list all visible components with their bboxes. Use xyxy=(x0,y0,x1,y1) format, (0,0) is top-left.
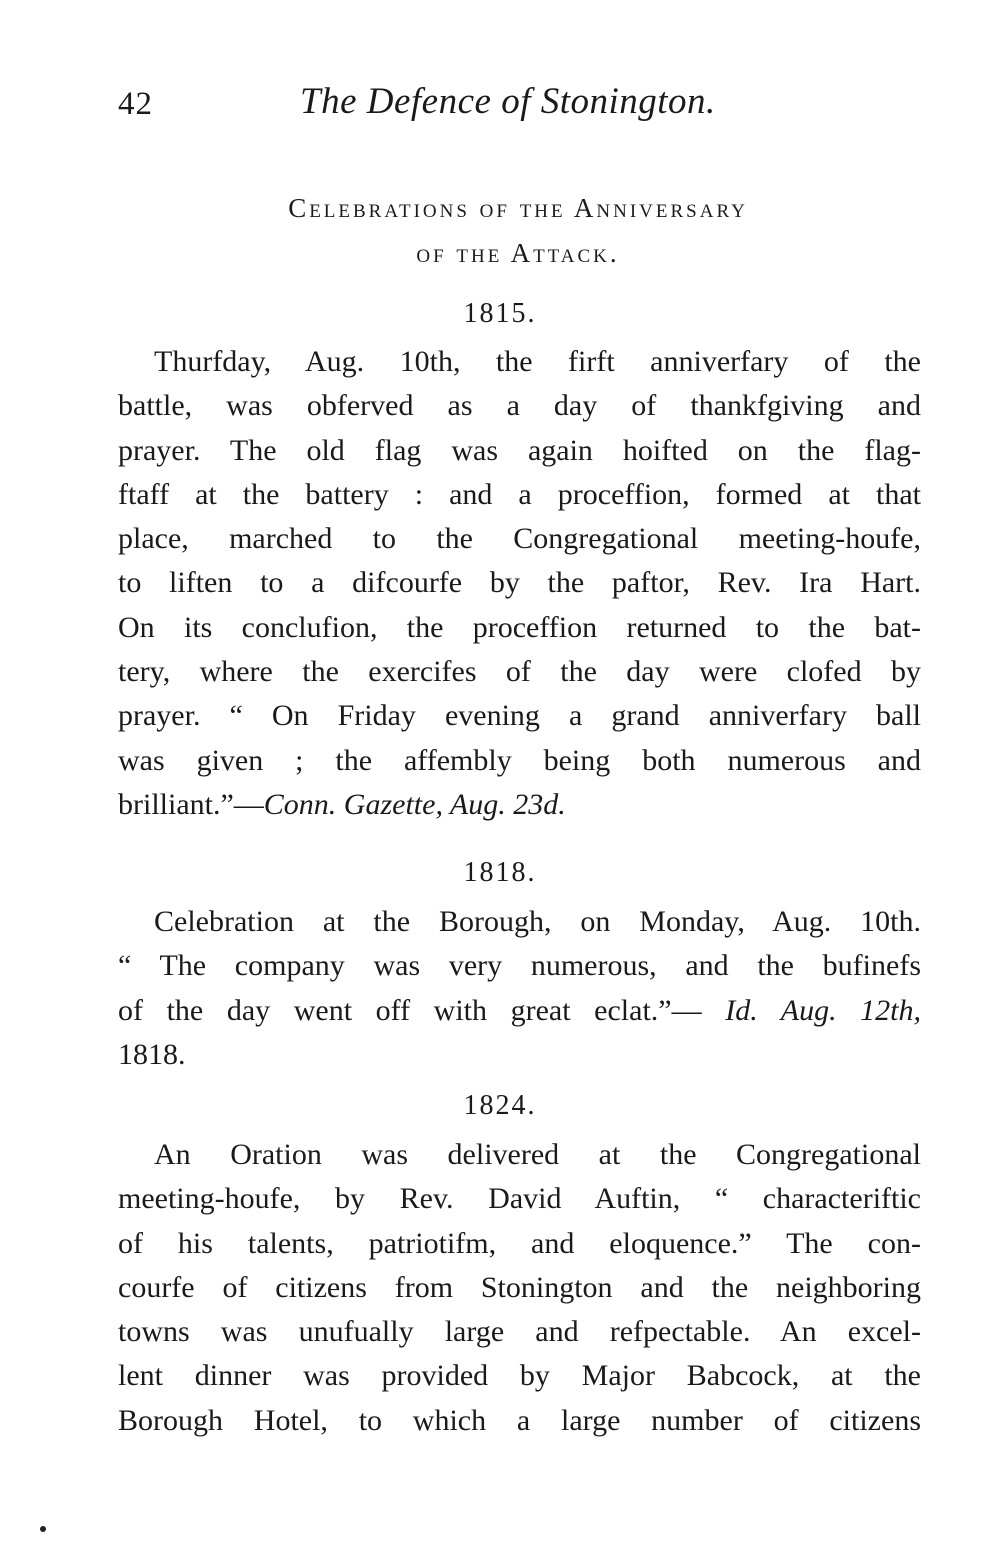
text-line xyxy=(118,783,921,827)
text-line xyxy=(118,989,921,1033)
paragraph-1815 xyxy=(118,340,921,827)
section-heading-line-1: Celebrations of the Anniversary xyxy=(288,193,748,223)
text-line: Thurfday, Aug. 10th, the firft anniverfary of the xyxy=(154,345,921,378)
text-fragment: brilliant.”— xyxy=(118,787,264,821)
text-line: ftaff at the battery : and a proceffion, formed at that xyxy=(118,477,921,511)
text-line: was given ; the affembly being both numerous and xyxy=(118,743,921,777)
text-line: prayer. “ On Friday evening a grand anniverfary ball xyxy=(118,699,921,733)
citation: Id. Aug. 12th, xyxy=(725,993,922,1027)
paragraph-1824 xyxy=(118,1133,921,1443)
text-line: tery, where the exercifes of the day were clofed by xyxy=(118,655,921,689)
text-line: towns was unufually large and refpectable. An excel- xyxy=(118,1315,921,1349)
text-line: prayer. The old flag was again hoifted on the flag- xyxy=(118,433,921,467)
text-line: An Oration was delivered at the Congregational xyxy=(154,1138,921,1171)
text-line: place, marched to the Congregational meeting-houfe, xyxy=(118,522,921,556)
page-number: 42 xyxy=(118,86,153,122)
text-line: to liften to a difcourfe by the paftor, Rev. Ira Hart. xyxy=(118,566,921,600)
section-heading-line-2: of the Attack. xyxy=(416,238,620,268)
text-fragment: of the day went off with great eclat.”— xyxy=(118,993,702,1027)
year-heading-1824: 1824. xyxy=(463,1090,537,1121)
citation: Conn. Gazette, Aug. 23d. xyxy=(263,787,566,821)
text-line: battle, was obferved as a day of thankfgiving and xyxy=(118,389,921,423)
running-head xyxy=(0,80,1000,130)
text-line: “ The company was very numerous, and the bufinefs xyxy=(118,949,921,983)
text-line: Borough Hotel, to which a large number of citizens xyxy=(118,1403,921,1437)
text-line: Celebration at the Borough, on Monday, Aug. 10th. xyxy=(154,905,921,938)
text-line: meeting-houfe, by Rev. David Auftin, “ characteriftic xyxy=(118,1182,921,1216)
ink-speck xyxy=(40,1526,46,1532)
paragraph-1818 xyxy=(118,900,921,1077)
year-heading-1818: 1818. xyxy=(463,857,537,888)
text-line: On its conclufion, the proceffion returned to the bat- xyxy=(118,610,921,644)
text-line: lent dinner was provided by Major Babcock, at the xyxy=(118,1359,921,1393)
text-line: courfe of citizens from Stonington and the neighboring xyxy=(118,1270,921,1304)
year-heading-1815: 1815. xyxy=(463,298,537,329)
text-line: of his talents, patriotifm, and eloquence.” The con- xyxy=(118,1226,921,1260)
running-title: The Defence of Stonington. xyxy=(300,81,716,122)
text-line: 1818. xyxy=(118,1037,186,1071)
